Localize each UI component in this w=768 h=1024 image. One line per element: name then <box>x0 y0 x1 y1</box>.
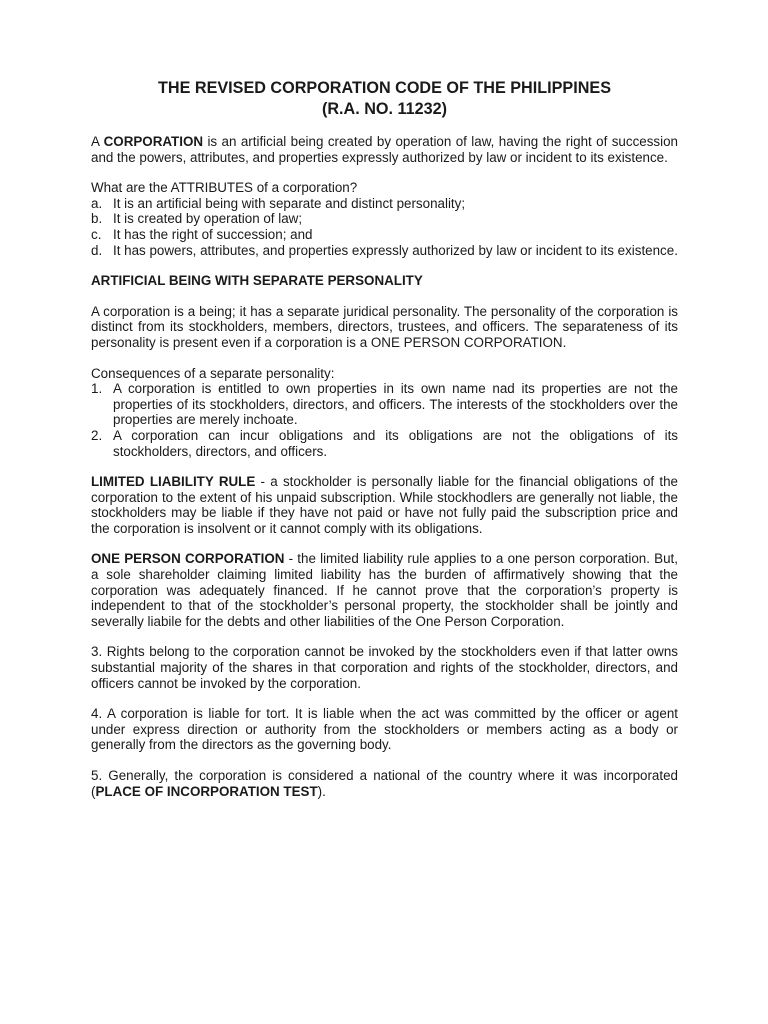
one-person-text: - the limited liability rule applies to a one person corporation. But, a sole shareholder claiming limited liability has the burden of affirmatively showing that the corporation was adequately financed. If he cannot prove that the corporation’s property is independent to that of the stockholder’s personal property, the stockholder shall be jointly and severally liabile for the debts and other liabilities of the One Person Corporation. <box>91 551 679 629</box>
attributes-list <box>91 196 678 258</box>
point-5-suffix: ). <box>317 783 326 799</box>
list-item: c. It has the right of succession; and <box>91 226 313 242</box>
attributes-question: What are the ATTRIBUTES of a corporation? <box>91 180 358 196</box>
limited-liability-text: - a stockholder is personally liable for the financial obligations of the corporation to the extent of his unpaid subscription. While stockhodlers are generally not liable, the stockholders may be liable if they have not paid or have not fully paid the subscription price and the corporation is insolvent or it cannot comply with its obligations. <box>91 474 678 536</box>
title-line-2: (R.A. NO. 11232) <box>321 100 448 118</box>
one-person-corporation <box>91 551 678 629</box>
separate-personality-paragraph: A corporation is a being; it has a separate juridical personality. The personality of the corporation is distinct from its stockholders, members, directors, trustees, and officers. The separateness of its personality is present even if a corporation is a ONE PERSON CORPORATION. <box>91 303 678 350</box>
consequences-list <box>91 381 678 459</box>
point-4-paragraph: 4. A corporation is liable for tort. It is liable when the act was committed by the officer or agent under express direction or authority from the stockholders or members acting as a body or generally from the directors as the governing body. <box>91 706 678 753</box>
list-item: 2. A corporation can incur obligations and its obligations are not the obligations of its stockholders, directors, and officers. <box>91 427 678 459</box>
definition-term: CORPORATION <box>103 134 204 149</box>
section-heading-separate-personality: ARTIFICIAL BEING WITH SEPARATE PERSONALITY <box>91 273 423 289</box>
definition-prefix: A <box>91 134 104 149</box>
limited-liability-rule <box>91 474 678 536</box>
point-5-text: 5. Generally, the corporation is considered a national of the country where it was incorporated ( <box>91 768 678 799</box>
list-item: a. It is an artificial being with separate and distinct personality; <box>91 195 466 211</box>
title-line-1: THE REVISED CORPORATION CODE OF THE PHILIPPINES <box>158 79 611 97</box>
definition-text: is an artificial being created by operation of law, having the right of succession and the powers, attributes, and properties expressly authorized by law or incident to its existence. <box>91 134 678 165</box>
one-person-term: ONE PERSON CORPORATION <box>91 551 285 567</box>
place-of-incorporation-term: PLACE OF INCORPORATION TEST <box>95 783 318 799</box>
consequences-intro: Consequences of a separate personality: <box>91 365 335 381</box>
corporation-definition <box>91 134 678 165</box>
list-item: 1. A corporation is entitled to own properties in its own name nad its properties are not the properties of its stockholders, directors, and officers. The interests of the stockholders over the properties are merely inchoate. <box>91 381 678 428</box>
list-item: b. It is created by operation of law; <box>91 211 303 227</box>
point-5-paragraph <box>91 768 678 799</box>
list-item: d. It has powers, attributes, and properties expressly authorized by law or incident to its existence. <box>91 242 678 258</box>
document-title <box>91 78 678 120</box>
limited-liability-term: LIMITED LIABILITY RULE <box>91 474 256 490</box>
point-3-paragraph: 3. Rights belong to the corporation cannot be invoked by the stockholders even if that latter owns substantial majority of the shares in that corporation and rights of the stockholder, directors, and officers cannot be invoked by the corporation. <box>91 644 678 691</box>
